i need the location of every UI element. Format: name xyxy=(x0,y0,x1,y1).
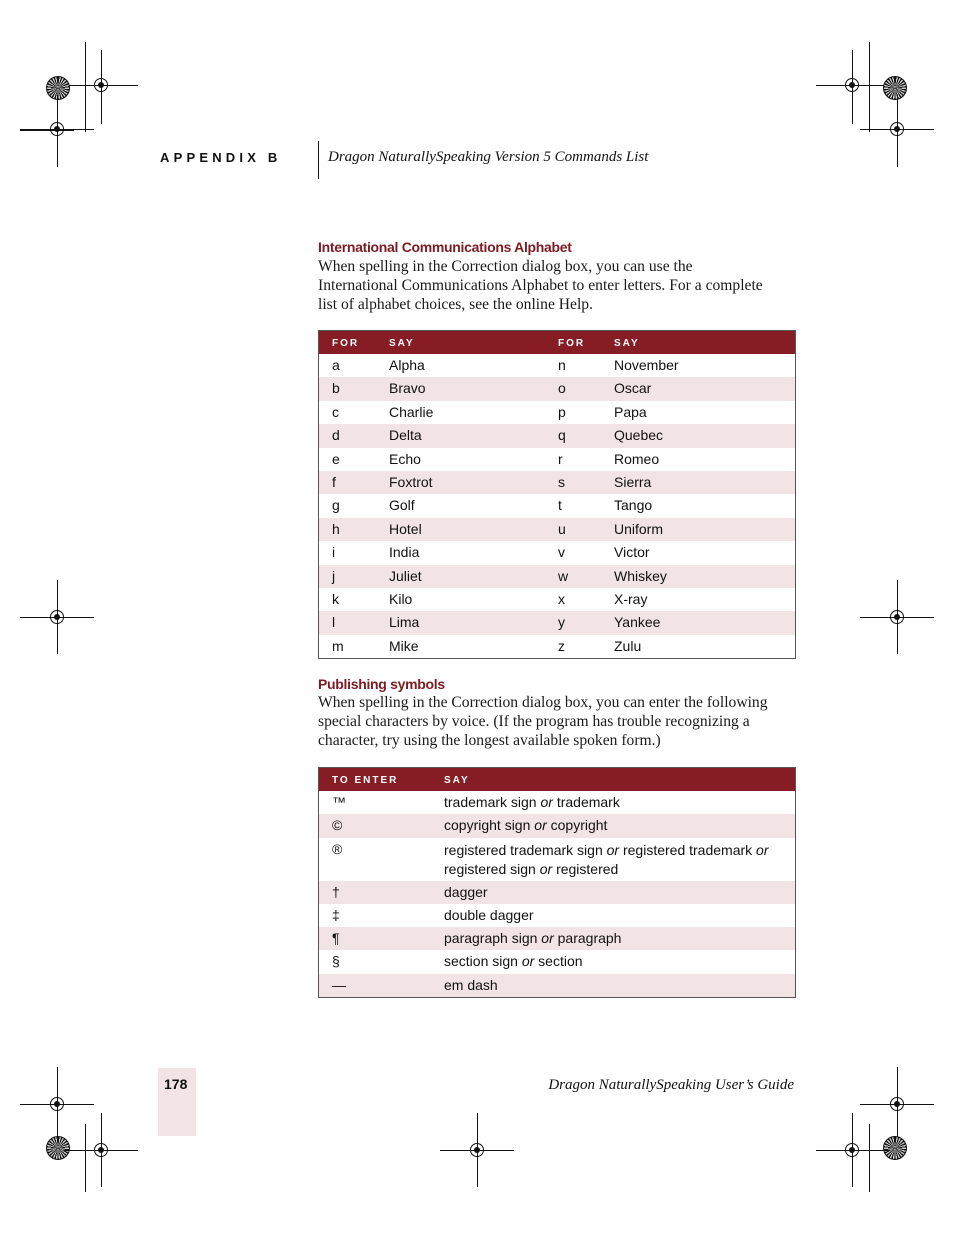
letter-cell: n xyxy=(558,357,566,373)
say-cell xyxy=(444,953,583,969)
or-word: or xyxy=(756,841,769,858)
table-row xyxy=(319,635,795,658)
table-row xyxy=(319,814,795,837)
table-row xyxy=(319,354,795,377)
table-header-row xyxy=(319,768,795,791)
symbol-cell: ™ xyxy=(332,794,346,810)
star-target-icon xyxy=(46,1136,70,1160)
star-target-icon xyxy=(883,1136,907,1160)
letter-cell: l xyxy=(332,614,336,631)
codeword-cell: Bravo xyxy=(389,380,426,397)
codeword-cell: Romeo xyxy=(614,450,660,467)
letter-cell: x xyxy=(558,590,565,607)
letter-cell: g xyxy=(332,497,340,514)
registration-mark-icon xyxy=(890,1097,904,1111)
say-text: section sign xyxy=(444,953,518,970)
say-cell xyxy=(444,841,769,880)
registration-mark-icon xyxy=(50,122,64,136)
codeword-cell: Zulu xyxy=(614,637,642,654)
letter-cell: d xyxy=(332,427,340,444)
or-word: or xyxy=(539,861,553,878)
intro-line: When spelling in the Correction dialog box, you can use the xyxy=(318,258,693,275)
letter-cell: q xyxy=(558,427,566,444)
crop-mark xyxy=(85,42,86,132)
alphabet-table xyxy=(318,330,796,659)
or-word: or xyxy=(541,930,554,947)
codeword-cell: Golf xyxy=(389,497,415,514)
letter-cell: s xyxy=(558,473,565,490)
say-text: copyright sign xyxy=(444,817,531,834)
say-cell: em dash xyxy=(444,976,498,993)
letter-cell: u xyxy=(558,520,566,537)
letter-cell: o xyxy=(558,380,566,397)
table-row xyxy=(319,565,795,588)
intro-line: International Communications Alphabet to enter letters. For a complete xyxy=(318,277,763,294)
codeword-cell: India xyxy=(389,544,420,561)
table-row xyxy=(319,448,795,471)
table-row xyxy=(319,377,795,400)
codeword-cell: Lima xyxy=(389,614,420,631)
table-row xyxy=(319,471,795,494)
letter-cell: r xyxy=(558,450,563,467)
symbol-cell: ‡ xyxy=(332,906,340,923)
table-row xyxy=(319,927,795,950)
table-row xyxy=(319,424,795,447)
codeword-cell: Whiskey xyxy=(614,567,667,584)
symbols-table xyxy=(318,767,796,998)
table-row xyxy=(319,950,795,973)
letter-cell: w xyxy=(558,567,569,584)
codeword-cell: Quebec xyxy=(614,427,664,444)
say-text: trademark sign xyxy=(444,794,537,810)
registration-mark-icon xyxy=(470,1143,484,1157)
letter-cell: h xyxy=(332,520,340,537)
say-text: copyright xyxy=(550,817,608,834)
column-header-say: SAY xyxy=(614,338,640,349)
column-header-for: FOR xyxy=(332,338,360,349)
table-row xyxy=(319,791,795,814)
crop-mark xyxy=(20,130,74,131)
registration-mark-icon xyxy=(50,610,64,624)
alphabet-intro xyxy=(318,257,796,314)
table-row xyxy=(319,904,795,927)
or-word: or xyxy=(534,817,547,834)
codeword-cell: Uniform xyxy=(614,520,664,537)
codeword-cell: Oscar xyxy=(614,380,652,397)
codeword-cell: Kilo xyxy=(389,590,413,607)
codeword-cell: Hotel xyxy=(389,520,422,537)
symbol-cell: ¶ xyxy=(332,930,340,947)
symbols-intro xyxy=(318,693,796,750)
symbols-heading: Publishing symbols xyxy=(318,676,445,692)
column-header-say: SAY xyxy=(444,775,470,786)
table-row xyxy=(319,518,795,541)
letter-cell: j xyxy=(332,567,336,584)
table-row xyxy=(319,974,795,997)
symbol-cell: © xyxy=(332,817,343,834)
table-row xyxy=(319,611,795,634)
say-text: registered trademark sign xyxy=(444,841,603,858)
alphabet-heading: International Communications Alphabet xyxy=(318,239,572,255)
intro-line: special characters by voice. (If the program has trouble recognizing a xyxy=(318,713,750,730)
codeword-cell: Tango xyxy=(614,497,653,514)
letter-cell: i xyxy=(332,544,336,561)
registration-mark-icon xyxy=(94,1143,108,1157)
letter-cell: c xyxy=(332,403,339,420)
or-word: or xyxy=(606,841,620,858)
or-word: or xyxy=(521,953,535,970)
registration-mark-icon xyxy=(50,1097,64,1111)
table-row xyxy=(319,494,795,517)
crop-mark xyxy=(869,1124,870,1192)
letter-cell: b xyxy=(332,380,340,397)
header-divider xyxy=(318,141,319,179)
say-cell xyxy=(444,794,620,810)
table-header-row xyxy=(319,331,795,354)
footer-book-title: Dragon NaturallySpeaking User’s Guide xyxy=(548,1077,794,1093)
codeword-cell: Alpha xyxy=(389,357,425,373)
say-text: section xyxy=(538,953,583,970)
codeword-cell: Delta xyxy=(389,427,422,444)
codeword-cell: November xyxy=(614,357,679,373)
alphabet-table-body xyxy=(319,354,795,658)
codeword-cell: Foxtrot xyxy=(389,473,433,490)
codeword-cell: Sierra xyxy=(614,473,652,490)
codeword-cell: Juliet xyxy=(389,567,422,584)
table-row xyxy=(319,881,795,904)
codeword-cell: Yankee xyxy=(614,614,661,631)
table-row xyxy=(319,401,795,424)
letter-cell: m xyxy=(332,637,344,654)
say-cell: dagger xyxy=(444,883,488,900)
column-header-say: SAY xyxy=(389,338,415,349)
table-row xyxy=(319,588,795,611)
registration-mark-icon xyxy=(890,122,904,136)
say-cell xyxy=(444,817,607,833)
page-number: 178 xyxy=(164,1076,188,1092)
letter-cell: p xyxy=(558,403,566,420)
codeword-cell: X-ray xyxy=(614,590,648,607)
codeword-cell: Echo xyxy=(389,450,421,467)
say-text: trademark xyxy=(556,794,620,810)
star-target-icon xyxy=(46,76,70,100)
letter-cell: f xyxy=(332,473,336,490)
registration-mark-icon xyxy=(845,1143,859,1157)
say-text: paragraph sign xyxy=(444,930,538,947)
or-word: or xyxy=(540,794,553,810)
codeword-cell: Victor xyxy=(614,544,650,561)
table-row xyxy=(319,838,795,881)
running-title: Dragon NaturallySpeaking Version 5 Commands List xyxy=(328,149,649,165)
letter-cell: k xyxy=(332,590,339,607)
letter-cell: a xyxy=(332,357,340,373)
say-text: registered trademark xyxy=(622,841,753,858)
star-target-icon xyxy=(883,76,907,100)
codeword-cell: Mike xyxy=(389,637,419,654)
symbol-cell: † xyxy=(332,883,340,900)
letter-cell: z xyxy=(558,637,565,654)
table-row xyxy=(319,541,795,564)
registration-mark-icon xyxy=(94,78,108,92)
registration-mark-icon xyxy=(845,78,859,92)
appendix-label: APPENDIX B xyxy=(160,150,282,165)
letter-cell: e xyxy=(332,450,340,467)
say-text: registered xyxy=(556,861,619,878)
intro-line: character, try using the longest available spoken form.) xyxy=(318,732,661,749)
say-cell xyxy=(444,930,621,946)
symbol-cell: — xyxy=(332,976,346,993)
codeword-cell: Papa xyxy=(614,403,647,420)
crop-mark xyxy=(869,42,870,132)
codeword-cell: Charlie xyxy=(389,403,434,420)
column-header-for: FOR xyxy=(558,338,586,349)
symbol-cell: ® xyxy=(332,840,343,857)
say-cell: double dagger xyxy=(444,906,534,923)
crop-mark xyxy=(85,1124,86,1192)
say-text: registered sign xyxy=(444,861,536,878)
intro-line: list of alphabet choices, see the online Help. xyxy=(318,296,593,313)
letter-cell: y xyxy=(558,614,565,631)
say-text: paragraph xyxy=(557,930,622,947)
registration-mark-icon xyxy=(890,610,904,624)
letter-cell: v xyxy=(558,544,565,561)
symbol-cell: § xyxy=(332,953,340,970)
intro-line: When spelling in the Correction dialog box, you can enter the following xyxy=(318,694,768,711)
letter-cell: t xyxy=(558,497,562,514)
column-header-to-enter: TO ENTER xyxy=(332,775,399,786)
